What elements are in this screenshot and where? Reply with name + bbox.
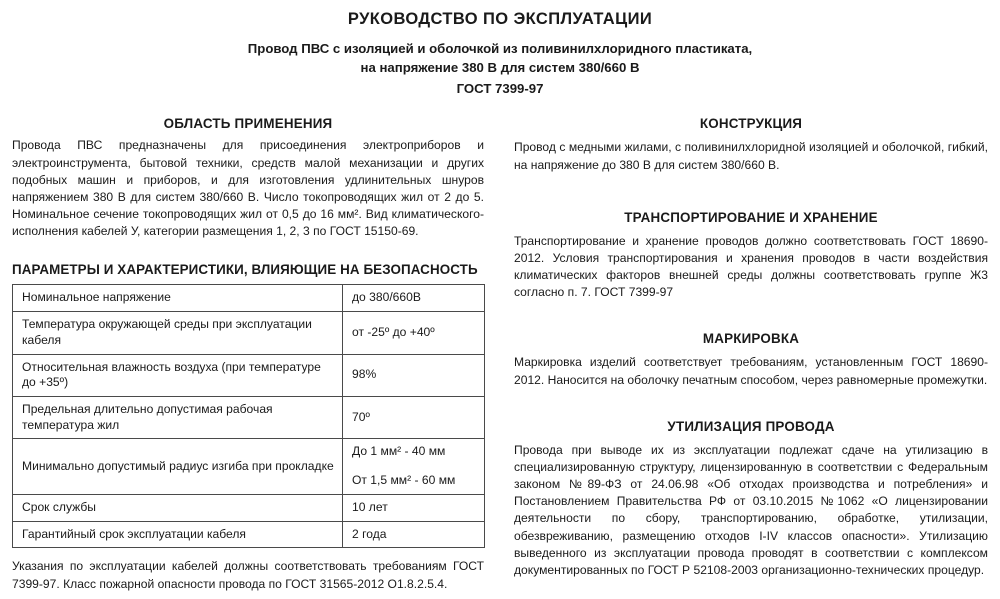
section-transport-text: Транспортирование и хранение проводов должно соответствовать ГОСТ 18690-2012. Условия транспортирования и хранения проводов в части воздействия климатических факторов внешней среды должны соответствовать группе Ж3 согласно п. 7. ГОСТ 7399-97	[514, 233, 988, 300]
table-cell-value: до 380/660В	[343, 285, 485, 312]
section-disposal	[514, 419, 988, 579]
parameters-table	[12, 284, 485, 548]
table-row	[13, 494, 485, 521]
section-disposal-title: УТИЛИЗАЦИЯ ПРОВОДА	[667, 418, 835, 434]
product-subtitle-line-1: Провод ПВС с изоляцией и оболочкой из поливинилхлоридного пластиката,	[247, 41, 753, 56]
section-application	[12, 116, 484, 240]
section-construction-text: Провод с медными жилами, с поливинилхлоридной изоляцией и оболочкой, гибкий, на напряжение до 380 В для систем 380/660 В.	[514, 140, 988, 172]
table-cell-parameter: Температура окружающей среды при эксплуатации кабеля	[13, 312, 343, 354]
section-marking-text: Маркировка изделий соответствует требованиям, установленным ГОСТ 18690-2012. Наносится на оболочку печатным способом, через равномерные промежутки.	[514, 355, 988, 387]
table-cell-parameter: Минимально допустимый радиус изгиба при прокладке	[13, 439, 343, 494]
standard-reference: ГОСТ 7399-97	[456, 81, 544, 97]
section-parameters-title: ПАРАМЕТРЫ И ХАРАКТЕРИСТИКИ, ВЛИЯЮЩИЕ НА БЕЗОПАСНОСТЬ	[12, 262, 478, 278]
section-application-text: Провода ПВС предназначены для присоединения электроприборов и электроинструмента, бытовой техники, средств малой механизации и других подобных машин и приборов, и для изготовления удлинительных шнуров напряжением 380 В для систем 380/660 В. Число токопроводящих жил от 2 до 5. Номинальное сечение токопроводящих жил от 0,5 до 16 мм². Вид климатического-исполнения кабелей У, категории размещения 1, 2, 3 по ГОСТ 15150-69.	[12, 138, 484, 239]
table-cell-value-line-1: До 1 мм² - 40 мм	[352, 444, 446, 459]
section-construction	[514, 116, 988, 173]
table-row	[13, 312, 485, 354]
table-cell-value: 70º	[343, 397, 485, 439]
table-cell-value: от -25º до +40º	[343, 312, 485, 354]
section-transport	[514, 210, 988, 302]
section-marking	[514, 331, 988, 388]
section-transport-title: ТРАНСПОРТИРОВАНИЕ И ХРАНЕНИЕ	[624, 209, 878, 225]
table-row	[13, 439, 485, 494]
right-column	[510, 116, 988, 593]
section-marking-title: МАРКИРОВКА	[702, 331, 800, 347]
section-spacer	[514, 403, 988, 419]
table-cell-parameter: Предельная длительно допустимая рабочая температура жил	[13, 397, 343, 439]
table-cell-parameter: Гарантийный срок эксплуатации кабеля	[13, 521, 343, 548]
table-row	[13, 354, 485, 396]
table-cell-value: 98%	[343, 354, 485, 396]
table-row	[13, 521, 485, 548]
table-cell-parameter: Относительная влажность воздуха (при температуре до +35º)	[13, 354, 343, 396]
table-cell-value: 10 лет	[343, 494, 485, 521]
section-disposal-text: Провода при выводе их из эксплуатации подлежат сдаче на утилизацию в специализированную структуру, лицензированную в соответствии с Федеральным законом №89-ФЗ от 24.06.98 «Об отходах производства и потребления» и Постановлением Правительства РФ от 03.10.2015 №1062 «О лицензировании деятельности по сбору, транспортированию, обработке, утилизации, обезвреживанию, размещению отходов I-IV классов опасности». Утилизацию выведенного из эксплуатации провода проводят в соответствии с комплексом документированных по ГОСТ Р 52108-2003 организационно-технических процедур.	[514, 442, 988, 577]
page-title: РУКОВОДСТВО ПО ЭКСПЛУАТАЦИИ	[347, 10, 653, 28]
left-column	[12, 116, 490, 592]
table-cell-value: 2 года	[343, 521, 485, 548]
table-cell-value-line-2: От 1,5 мм² - 60 мм	[352, 473, 456, 488]
section-spacer	[514, 184, 988, 210]
parameters-footnote: Указания по эксплуатации кабелей должны соответствовать требованиям ГОСТ 7399-97. Класс пожарной опасности провода по ГОСТ 31565-2012 О1.8.2.5.4.	[12, 559, 484, 591]
table-cell-value	[343, 439, 485, 494]
table-cell-parameter: Срок службы	[13, 494, 343, 521]
document-header	[12, 10, 988, 98]
document-body	[12, 116, 988, 593]
section-spacer	[514, 315, 988, 331]
table-row	[13, 285, 485, 312]
table-row	[13, 397, 485, 439]
product-subtitle-line-2: на напряжение 380 В для систем 380/660 В	[360, 60, 640, 76]
section-construction-title: КОНСТРУКЦИЯ	[699, 116, 803, 132]
table-cell-parameter: Номинальное напряжение	[13, 285, 343, 312]
section-application-title: ОБЛАСТЬ ПРИМЕНЕНИЯ	[163, 116, 333, 132]
